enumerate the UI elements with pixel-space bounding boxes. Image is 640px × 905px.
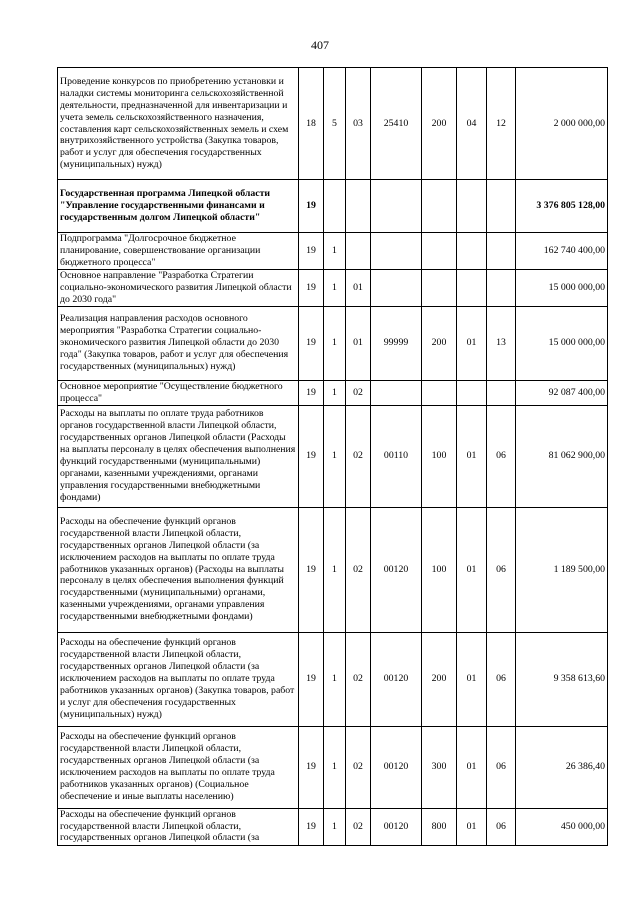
expense-direction-code-cell: 99999 — [371, 306, 422, 380]
subsection-code-cell — [487, 180, 516, 233]
main-activity-code-cell: 02 — [346, 726, 371, 808]
subsection-code-cell: 06 — [487, 632, 516, 726]
expense-type-code-cell — [422, 269, 457, 306]
amount-cell: 3 376 805 128,00 — [516, 180, 608, 233]
subsection-code-cell: 06 — [487, 808, 516, 845]
expense-name-cell: Государственная программа Липецкой области "Управление государственными финансами и государственным долгом Липецкой области" — [58, 180, 299, 233]
main-activity-code-cell: 02 — [346, 808, 371, 845]
subprogram-code-cell: 1 — [324, 507, 346, 632]
expense-type-code-cell: 100 — [422, 507, 457, 632]
expense-name-cell: Расходы на обеспечение функций органов государственной власти Липецкой области, государственных органов Липецкой области (за исключением расходов на выплаты по оплате труда работников указанных органов) (Закупка товаров, работ и услуг для обеспечения государственных (муниципальных) нужд) — [58, 632, 299, 726]
main-activity-code-cell — [346, 180, 371, 233]
amount-cell: 2 000 000,00 — [516, 68, 608, 180]
table-row — [58, 808, 608, 845]
subprogram-code-cell: 1 — [324, 726, 346, 808]
program-code-cell: 19 — [299, 269, 324, 306]
main-activity-code-cell: 01 — [346, 269, 371, 306]
section-code-cell: 01 — [457, 726, 487, 808]
subsection-code-cell — [487, 380, 516, 405]
expense-name-cell: Основное направление "Разработка Стратегии социально-экономического развития Липецкой области до 2030 года" — [58, 269, 299, 306]
amount-cell: 15 000 000,00 — [516, 269, 608, 306]
subsection-code-cell: 12 — [487, 68, 516, 180]
section-code-cell: 04 — [457, 68, 487, 180]
section-code-cell: 01 — [457, 405, 487, 507]
subsection-code-cell — [487, 269, 516, 306]
expense-direction-code-cell: 25410 — [371, 68, 422, 180]
expense-direction-code-cell: 00120 — [371, 632, 422, 726]
section-code-cell — [457, 380, 487, 405]
program-code-cell: 18 — [299, 68, 324, 180]
program-code-cell: 19 — [299, 306, 324, 380]
program-code-cell: 19 — [299, 726, 324, 808]
table-row — [58, 632, 608, 726]
section-code-cell — [457, 233, 487, 270]
amount-cell: 1 189 500,00 — [516, 507, 608, 632]
program-code-cell: 19 — [299, 233, 324, 270]
amount-cell: 26 386,40 — [516, 726, 608, 808]
table-row — [58, 507, 608, 632]
expense-type-code-cell: 200 — [422, 306, 457, 380]
amount-cell: 9 358 613,60 — [516, 632, 608, 726]
table-row — [58, 180, 608, 233]
expense-type-code-cell: 200 — [422, 632, 457, 726]
table-row — [58, 233, 608, 270]
main-activity-code-cell: 02 — [346, 507, 371, 632]
table-row — [58, 269, 608, 306]
expense-direction-code-cell: 00120 — [371, 726, 422, 808]
page-number: 407 — [311, 38, 329, 52]
expense-type-code-cell: 100 — [422, 405, 457, 507]
subprogram-code-cell: 1 — [324, 808, 346, 845]
subprogram-code-cell: 1 — [324, 233, 346, 270]
expense-direction-code-cell — [371, 180, 422, 233]
main-activity-code-cell: 01 — [346, 306, 371, 380]
expense-direction-code-cell: 00110 — [371, 405, 422, 507]
program-code-cell: 19 — [299, 380, 324, 405]
table-row — [58, 306, 608, 380]
section-code-cell — [457, 180, 487, 233]
table-row — [58, 405, 608, 507]
expense-name-cell: Реализация направления расходов основного мероприятия "Разработка Стратегии социально-экономического развития Липецкой области до 2030 года" (Закупка товаров, работ и услуг для обеспечения государственных (муниципальных) нужд) — [58, 306, 299, 380]
expense-type-code-cell — [422, 380, 457, 405]
expense-type-code-cell — [422, 233, 457, 270]
table-row — [58, 68, 608, 180]
main-activity-code-cell: 02 — [346, 632, 371, 726]
expense-name-cell: Расходы на обеспечение функций органов государственной власти Липецкой области, государственных органов Липецкой области (за — [58, 808, 299, 845]
expense-name-cell: Проведение конкурсов по приобретению установки и наладки системы мониторинга сельскохозяйственной деятельности, предназначенной для инвентаризации и учета земель сельскохозяйственного назначения, составления карт сельскохозяйственных земель и схем внутрихозяйственного устройства (Закупка товаров, работ и услуг для обеспечения государственных (муниципальных) нужд) — [58, 68, 299, 180]
table-row — [58, 380, 608, 405]
expense-type-code-cell: 300 — [422, 726, 457, 808]
subprogram-code-cell: 1 — [324, 269, 346, 306]
expense-direction-code-cell: 00120 — [371, 507, 422, 632]
section-code-cell: 01 — [457, 306, 487, 380]
expense-name-cell: Основное мероприятие "Осуществление бюджетного процесса" — [58, 380, 299, 405]
expense-name-cell: Расходы на обеспечение функций органов государственной власти Липецкой области, государственных органов Липецкой области (за исключением расходов на выплаты по оплате труда работников указанных органов) (Расходы на выплаты персоналу в целях обеспечения выполнения функций государственными (муниципальными) органами, казенными учреждениями, органами управления государственными внебюджетными фондами) — [58, 507, 299, 632]
subprogram-code-cell — [324, 180, 346, 233]
subsection-code-cell: 06 — [487, 507, 516, 632]
expense-type-code-cell — [422, 180, 457, 233]
subprogram-code-cell: 1 — [324, 632, 346, 726]
program-code-cell: 19 — [299, 632, 324, 726]
subprogram-code-cell: 1 — [324, 380, 346, 405]
budget-table-body — [58, 68, 608, 846]
expense-name-cell: Подпрограмма "Долгосрочное бюджетное планирование, совершенствование организации бюджетного процесса" — [58, 233, 299, 270]
expense-name-cell: Расходы на обеспечение функций органов государственной власти Липецкой области, государственных органов Липецкой области (за исключением расходов на выплаты по оплате труда работников указанных органов) (Социальное обеспечение и иные выплаты населению) — [58, 726, 299, 808]
subprogram-code-cell: 5 — [324, 68, 346, 180]
subprogram-code-cell: 1 — [324, 405, 346, 507]
program-code-cell: 19 — [299, 405, 324, 507]
amount-cell: 450 000,00 — [516, 808, 608, 845]
amount-cell: 15 000 000,00 — [516, 306, 608, 380]
subsection-code-cell — [487, 233, 516, 270]
section-code-cell: 01 — [457, 507, 487, 632]
section-code-cell: 01 — [457, 632, 487, 726]
expense-direction-code-cell — [371, 269, 422, 306]
subprogram-code-cell: 1 — [324, 306, 346, 380]
section-code-cell: 01 — [457, 808, 487, 845]
expense-direction-code-cell — [371, 233, 422, 270]
main-activity-code-cell: 03 — [346, 68, 371, 180]
main-activity-code-cell — [346, 233, 371, 270]
main-activity-code-cell: 02 — [346, 380, 371, 405]
subsection-code-cell: 06 — [487, 405, 516, 507]
program-code-cell: 19 — [299, 808, 324, 845]
expense-type-code-cell: 800 — [422, 808, 457, 845]
amount-cell: 162 740 400,00 — [516, 233, 608, 270]
program-code-cell: 19 — [299, 507, 324, 632]
program-code-cell: 19 — [299, 180, 324, 233]
budget-table — [57, 67, 608, 846]
amount-cell: 92 087 400,00 — [516, 380, 608, 405]
main-activity-code-cell: 02 — [346, 405, 371, 507]
table-row — [58, 726, 608, 808]
expense-type-code-cell: 200 — [422, 68, 457, 180]
expense-name-cell: Расходы на выплаты по оплате труда работников органов государственной власти Липецкой области, государственных органов Липецкой области (Расходы на выплаты персоналу в целях обеспечения выполнения функций государственными (муниципальными) органами, казенными учреждениями, органами управления государственными внебюджетными фондами) — [58, 405, 299, 507]
expense-direction-code-cell: 00120 — [371, 808, 422, 845]
expense-direction-code-cell — [371, 380, 422, 405]
subsection-code-cell: 06 — [487, 726, 516, 808]
section-code-cell — [457, 269, 487, 306]
subsection-code-cell: 13 — [487, 306, 516, 380]
amount-cell: 81 062 900,00 — [516, 405, 608, 507]
